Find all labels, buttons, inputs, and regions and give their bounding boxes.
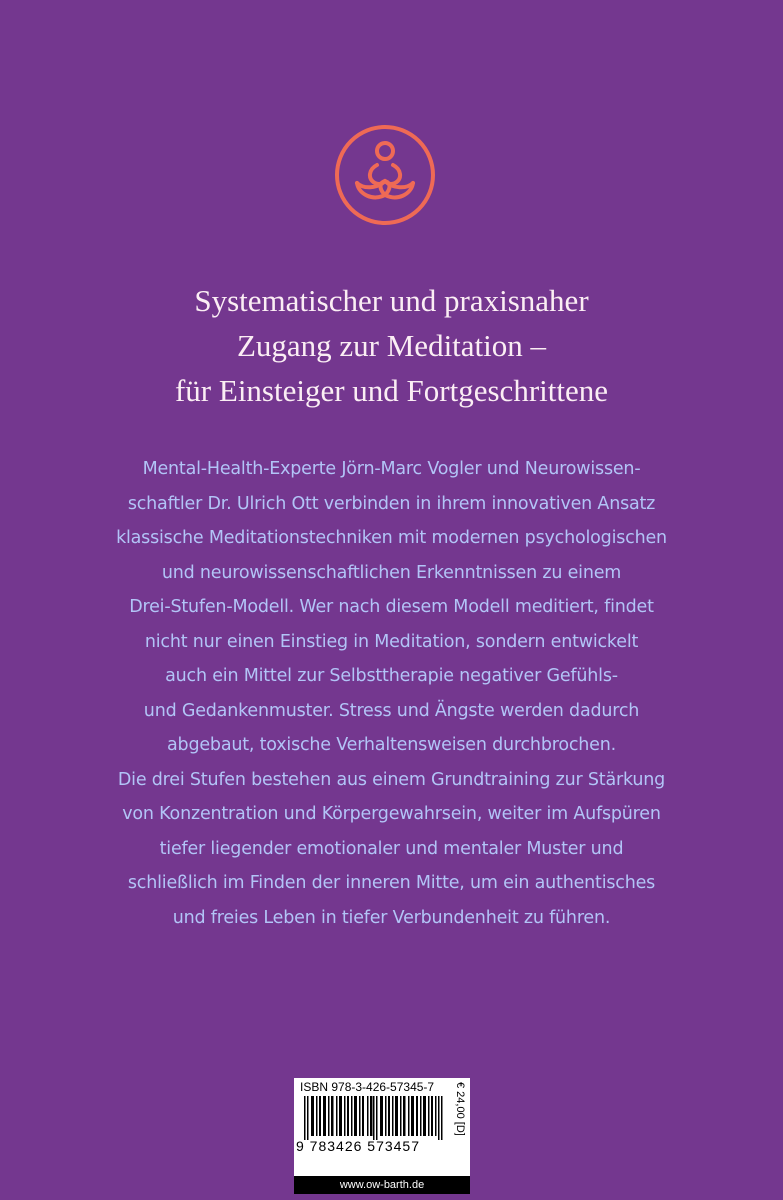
price-label: € 24,00 [D] (454, 1082, 466, 1136)
meditation-logo (333, 123, 437, 227)
headline-line: Systematischer und praxisnaher (194, 283, 589, 318)
headline-line: Zugang zur Meditation – (236, 328, 547, 363)
description-text (60, 452, 723, 935)
description-line: und freies Leben in tiefer Verbundenheit zu führen. (172, 907, 611, 928)
meditation-lotus-icon (333, 123, 437, 227)
description-line: tiefer liegender emotionaler und mentaler Muster und (159, 838, 624, 859)
isbn-label: ISBN 978-3-426-57345-7 (300, 1080, 435, 1094)
description-line: Drei-Stufen-Modell. Wer nach diesem Modell meditiert, findet (129, 597, 654, 617)
website-link[interactable]: www.ow-barth.de (339, 1179, 425, 1191)
description-line: schaftler Dr. Ulrich Ott verbinden in ihrem innovativen Ansatz (127, 493, 656, 514)
barcode-bars (304, 1096, 446, 1140)
barcode-digits: 9 783426 573457 (296, 1138, 420, 1154)
headline (0, 278, 783, 413)
description-line: und Gedankenmuster. Stress und Ängste werden dadurch (143, 700, 640, 721)
description-line: von Konzentration und Körpergewahrsein, weiter im Aufspüren (122, 804, 661, 824)
website-bar (294, 1176, 470, 1194)
description-line: schließlich im Finden der inneren Mitte, um ein authentisches (127, 873, 656, 893)
description-line: Die drei Stufen bestehen aus einem Grundtraining zur Stärkung (117, 769, 666, 790)
headline-line: für Einsteiger und Fortgeschrittene (174, 373, 609, 408)
description-line: klassische Meditationstechniken mit modernen psychologischen (116, 528, 667, 548)
description-line: auch ein Mittel zur Selbsttherapie negativer Gefühls- (165, 666, 618, 686)
description-line: abgebaut, toxische Verhaltensweisen durchbrochen. (167, 735, 616, 755)
barcode-box (294, 1078, 470, 1176)
description-line: nicht nur einen Einstieg in Meditation, sondern entwickelt (144, 631, 639, 652)
description-line: Mental-Health-Experte Jörn-Marc Vogler und Neurowissen- (142, 459, 641, 479)
description-line: und neurowissenschaftlichen Erkenntnissen zu einem (161, 562, 622, 583)
